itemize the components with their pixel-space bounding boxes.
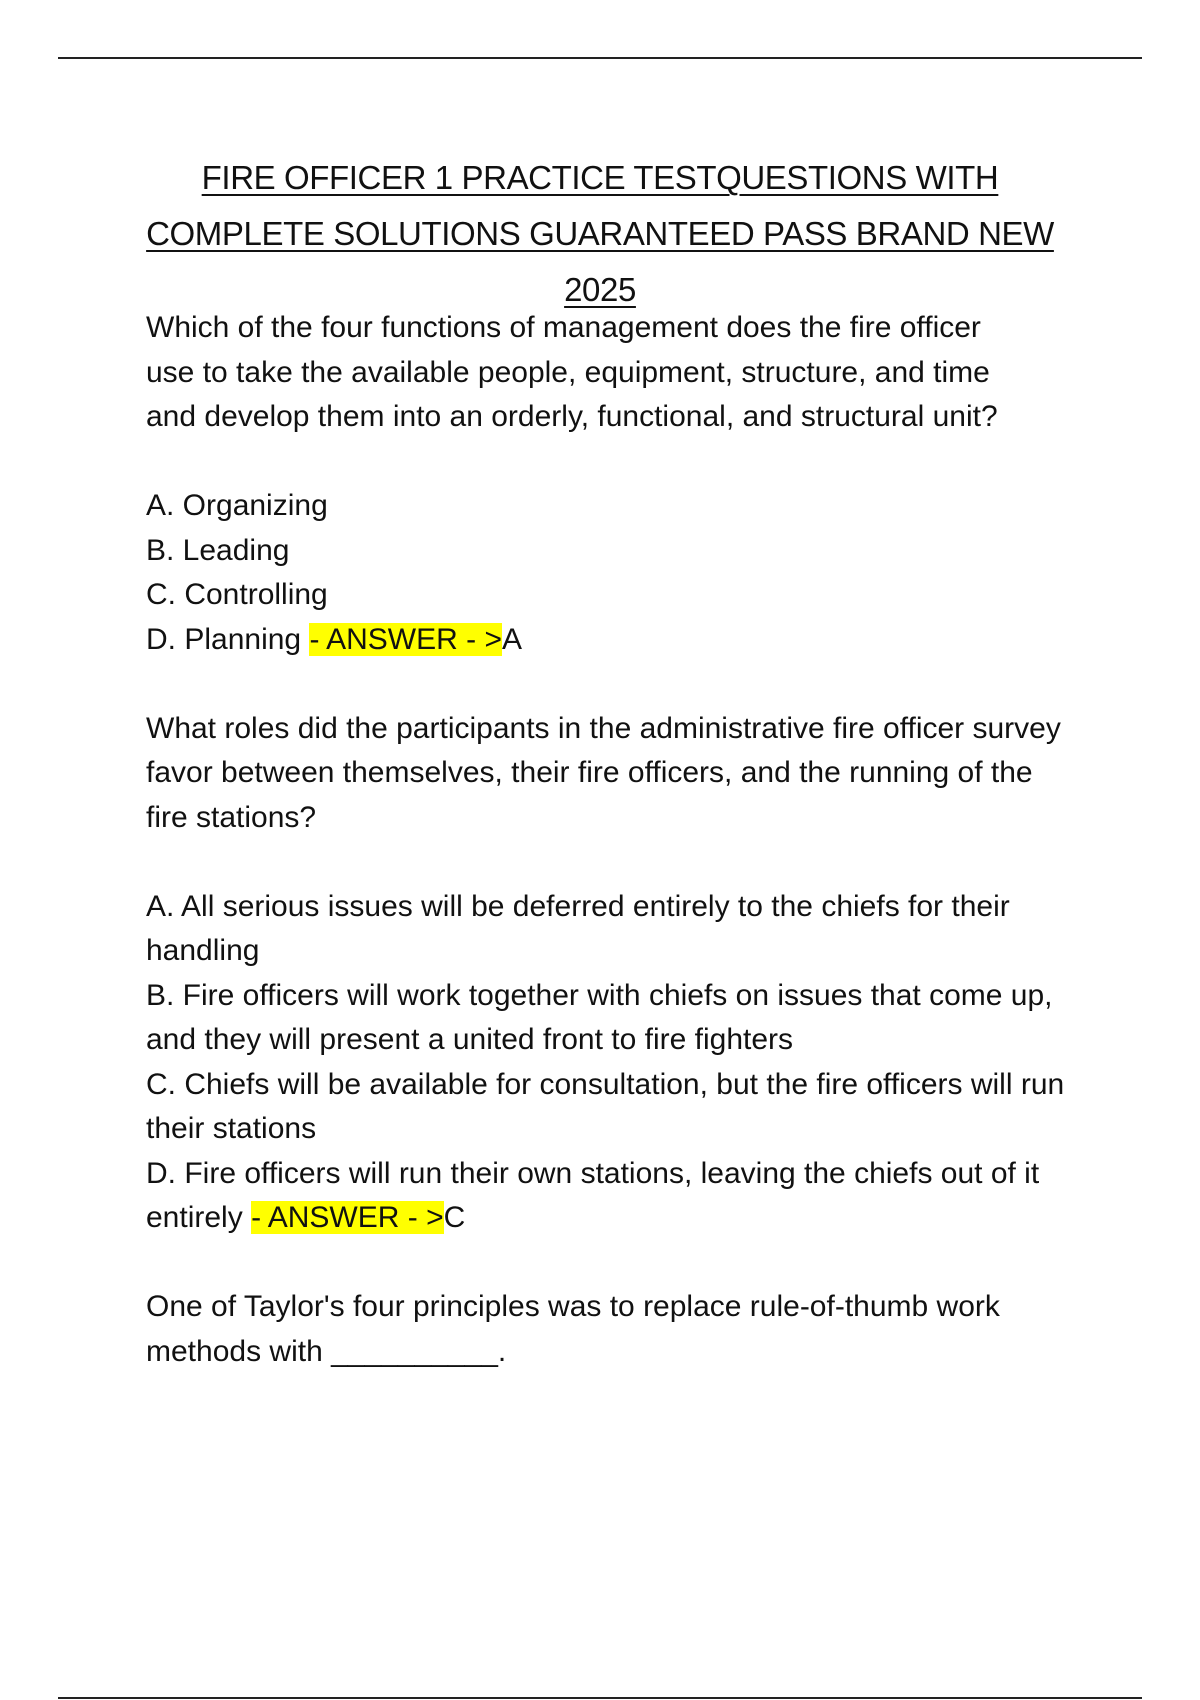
top-rule	[58, 57, 1142, 59]
spacer	[146, 1241, 1106, 1286]
question-2-option-a: A. All serious issues will be deferred entirely to the chiefs for their handling	[146, 889, 1010, 967]
question-2-option-d-line	[146, 1152, 1091, 1241]
question-2	[146, 707, 1106, 1241]
bottom-rule	[58, 1697, 1142, 1699]
title-line-3: 2025	[564, 271, 636, 308]
question-1-option-d: D. Planning	[146, 622, 302, 656]
answer-marker-highlight: - ANSWER - >	[309, 622, 502, 656]
question-2-text: What roles did the participants in the administrative fire officer survey favor between themselves, their fire officers, and the running of the fire stations?	[146, 711, 1061, 834]
question-1-answer: A	[501, 622, 522, 656]
question-2-answer: C	[443, 1201, 466, 1234]
question-2-option-c: C. Chiefs will be available for consultation, but the fire officers will run their stations	[146, 1067, 1065, 1145]
question-1-text: Which of the four functions of management does the fire officer use to take the available people, equipment, structure, and time and develop them into an orderly, functional, and structural unit?	[146, 311, 998, 433]
spacer	[146, 662, 1106, 707]
question-1-option-c: C. Controlling	[146, 578, 328, 611]
question-2-option-d: D. Fire officers will run their own stations, leaving the chiefs out of it entirely	[146, 1156, 1040, 1234]
document-title	[100, 150, 1100, 318]
document-body	[146, 306, 1106, 1374]
spacer	[146, 840, 1106, 885]
question-1-option-a: A. Organizing	[146, 489, 328, 522]
question-1-option-d-line	[146, 618, 1106, 663]
question-3-text: One of Taylor's four principles was to replace rule-of-thumb work methods with __________.	[146, 1290, 1000, 1368]
question-1	[146, 306, 1106, 662]
title-line-2: COMPLETE SOLUTIONS GUARANTEED PASS BRAND NEW	[146, 215, 1054, 252]
answer-marker-highlight: - ANSWER - >	[251, 1201, 444, 1234]
title-line-1: FIRE OFFICER 1 PRACTICE TESTQUESTIONS WITH	[201, 159, 999, 196]
question-2-option-b: B. Fire officers will work together with chiefs on issues that come up, and they will present a united front to fire fighters	[146, 978, 1053, 1056]
question-3	[146, 1285, 1106, 1374]
spacer	[146, 440, 1106, 485]
question-1-option-b: B. Leading	[146, 533, 290, 567]
